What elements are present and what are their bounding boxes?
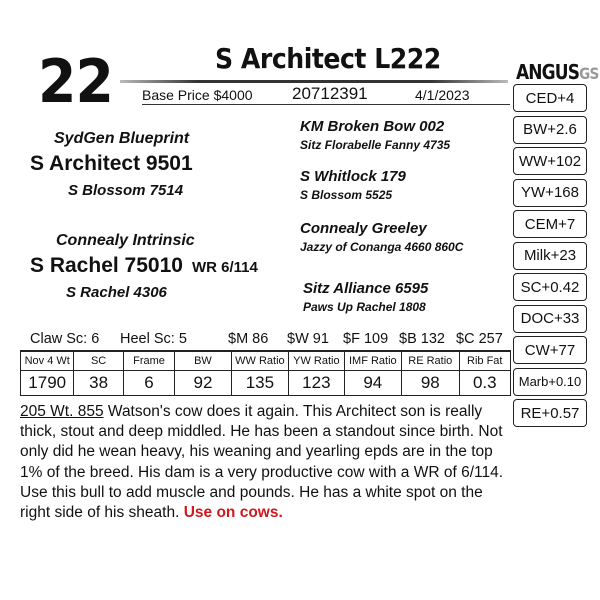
performance-table bbox=[20, 350, 511, 396]
value-cell: 98 bbox=[402, 371, 459, 396]
birth-date: 4/1/2023 bbox=[415, 87, 470, 103]
epd-cem: CEM+7 bbox=[513, 210, 587, 238]
epd-cw: CW+77 bbox=[513, 336, 587, 364]
great-grandparent: Connealy Greeley bbox=[300, 220, 427, 237]
sire-sire: SydGen Blueprint bbox=[54, 130, 190, 147]
claw-score: Claw Sc: 6 bbox=[30, 331, 100, 347]
registration-number: 20712391 bbox=[292, 84, 368, 103]
value-cell: 92 bbox=[175, 371, 231, 396]
header-cell: Nov 4 Wt bbox=[21, 351, 74, 371]
description-body: Watson's cow does it again. This Architect son is really thick, stout and deep middled. He has been a standout since birth. Not only did he wean heavy, his weaning and yearling epds are in the top 1% of the breed. His dam is a very productive cow with a WR of 6/114. Use this bull to add muscle and pounds. He has a white spot on the right side of his sheath. bbox=[20, 403, 504, 522]
epd-column bbox=[513, 84, 587, 431]
great-grandparent: S Blossom 5525 bbox=[300, 188, 393, 202]
great-grandparent: Sitz Florabelle Fanny 4735 bbox=[300, 138, 451, 152]
angus-logo-suffix: GS bbox=[579, 64, 599, 83]
great-grandparent: Paws Up Rachel 1808 bbox=[303, 300, 426, 314]
value-cell: 1790 bbox=[21, 371, 74, 396]
value-cell: 6 bbox=[123, 371, 174, 396]
performance-value-row bbox=[21, 371, 511, 396]
great-grandparent: Jazzy of Conanga 4660 860C bbox=[300, 240, 464, 254]
great-grandparent: S Whitlock 179 bbox=[300, 168, 406, 185]
title-divider bbox=[120, 80, 508, 83]
header-cell: RE Ratio bbox=[402, 351, 459, 371]
epd-ced: CED+4 bbox=[513, 84, 587, 112]
use-on-cows: Use on cows. bbox=[183, 504, 283, 522]
epd-marb: Marb+0.10 bbox=[513, 368, 587, 396]
value-cell: 123 bbox=[289, 371, 344, 396]
header-cell: BW bbox=[175, 351, 231, 371]
epd-doc: DOC+33 bbox=[513, 305, 587, 333]
heel-score: Heel Sc: 5 bbox=[120, 331, 187, 347]
header-cell: YW Ratio bbox=[289, 351, 344, 371]
epd-milk: Milk+23 bbox=[513, 242, 587, 270]
index-b: $B 132 bbox=[399, 331, 445, 347]
sire-dam: S Blossom 7514 bbox=[68, 182, 184, 199]
index-w: $W 91 bbox=[287, 331, 329, 347]
epd-bw: BW+2.6 bbox=[513, 116, 587, 144]
index-m: $M 86 bbox=[228, 331, 269, 347]
header-cell: WW Ratio bbox=[231, 351, 288, 371]
great-grandparent: Sitz Alliance 6595 bbox=[303, 280, 429, 297]
value-cell: 94 bbox=[344, 371, 401, 396]
epd-yw: YW+168 bbox=[513, 179, 587, 207]
value-cell: 38 bbox=[74, 371, 123, 396]
base-price: Base Price $4000 bbox=[142, 87, 253, 103]
animal-name: S Architect L222 bbox=[215, 42, 441, 75]
header-cell: Frame bbox=[123, 351, 174, 371]
dam-sire: Connealy Intrinsic bbox=[56, 232, 195, 249]
index-f: $F 109 bbox=[343, 331, 389, 347]
great-grandparent: KM Broken Bow 002 bbox=[300, 118, 445, 135]
description bbox=[20, 402, 510, 523]
value-cell: 0.3 bbox=[459, 371, 510, 396]
dam-weaning-ratio: WR 6/114 bbox=[192, 259, 258, 276]
lot-number: 22 bbox=[38, 47, 113, 117]
dam: S Rachel 75010 bbox=[30, 254, 183, 277]
epd-re: RE+0.57 bbox=[513, 399, 587, 427]
epd-sc: SC+0.42 bbox=[513, 273, 587, 301]
header-cell: IMF Ratio bbox=[344, 351, 401, 371]
value-cell: 135 bbox=[231, 371, 288, 396]
angus-logo bbox=[516, 60, 598, 84]
header-cell: SC bbox=[74, 351, 123, 371]
epd-ww: WW+102 bbox=[513, 147, 587, 175]
performance-header-row bbox=[21, 351, 511, 371]
index-c: $C 257 bbox=[456, 331, 503, 347]
weaning-weight: 205 Wt. 855 bbox=[20, 403, 104, 420]
angus-logo-text: ANGUS bbox=[516, 60, 580, 84]
header-cell: Rib Fat bbox=[459, 351, 510, 371]
header-underline bbox=[142, 104, 510, 105]
sire: S Architect 9501 bbox=[30, 152, 193, 175]
dam-dam: S Rachel 4306 bbox=[66, 284, 167, 301]
